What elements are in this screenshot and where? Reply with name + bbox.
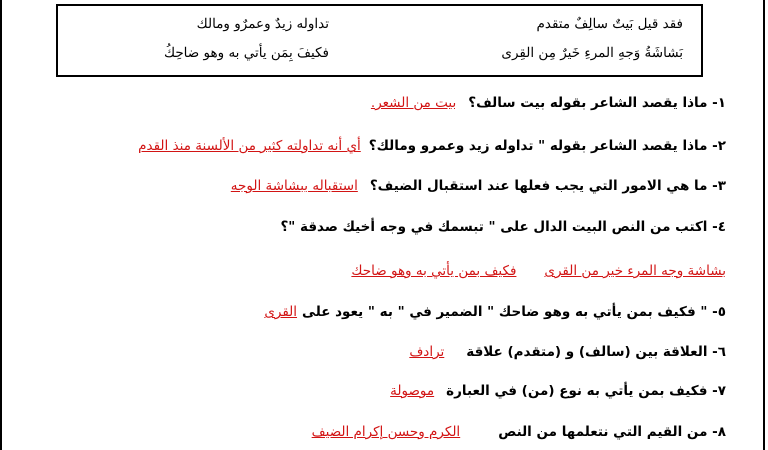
answer-text: ترادف — [409, 344, 445, 360]
page-border-left — [0, 0, 2, 450]
answer-text: بيت من الشعر. — [370, 95, 457, 111]
question-3 — [231, 174, 726, 198]
question-7 — [390, 379, 726, 403]
answer-text: القرى — [264, 304, 298, 320]
question-text: ٦- العلاقة بين (سالف) و (متقدم) علاقة — [466, 344, 726, 360]
poem-box — [56, 4, 703, 77]
question-5 — [264, 300, 726, 324]
answer-text: أي أنه تداولته كثير من الألسنة منذ القدم — [138, 138, 361, 154]
verse-2-first-hemistich: بَشاشَةُ وَجهِ المرءِ خَيرٌ مِن القِرى — [501, 45, 683, 61]
verse-2-second-hemistich: فكيفَ بِمَن يأتي به وهو ضاحِكُ — [163, 45, 329, 61]
verse-1-first-hemistich: فقد قيل بَيتٌ سالِفٌ متقدم — [536, 16, 683, 32]
question-text: ٧- فكيف بمن يأتي به نوع (من) في العبارة — [446, 383, 726, 399]
answer-first-hemistich: بشاشة وجه المرء خير من القرى — [544, 263, 726, 279]
answer-text: موصولة — [390, 383, 435, 399]
question-4 — [280, 215, 726, 239]
page-border-right — [763, 0, 765, 450]
question-4-answer — [351, 259, 726, 283]
question-text: ٥- " فكيف بمن يأتي به وهو ضاحك " الضمير في " به " يعود على — [302, 304, 726, 320]
verse-1-second-hemistich: تداوله زيدٌ وعمرٌو ومالك — [196, 16, 329, 32]
question-text: ٨- من القيم التي نتعلمها من النص — [498, 424, 726, 440]
question-8 — [312, 420, 726, 444]
question-text: ٣- ما هي الامور التي يجب فعلها عند استقبال الضيف؟ — [369, 178, 726, 194]
question-text: ٤- اكتب من النص البيت الدال على " تبسمك في وجه أخيك صدقة "؟ — [280, 219, 726, 235]
question-6 — [409, 340, 726, 364]
question-1 — [371, 91, 726, 115]
question-text: ٢- ماذا يقصد الشاعر بقوله " تداوله زيد وعمرو ومالك؟ — [368, 138, 726, 154]
question-text: ١- ماذا يقصد الشاعر بقوله بيت سالف؟ — [468, 95, 726, 111]
answer-second-hemistich: فكيف بمن يأتي به وهو ضاحك — [351, 263, 517, 279]
answer-text: الكرم وحسن إكرام الضيف — [311, 424, 461, 440]
answer-text: استقباله ببشاشة الوجه — [230, 178, 358, 194]
question-2 — [138, 134, 726, 158]
